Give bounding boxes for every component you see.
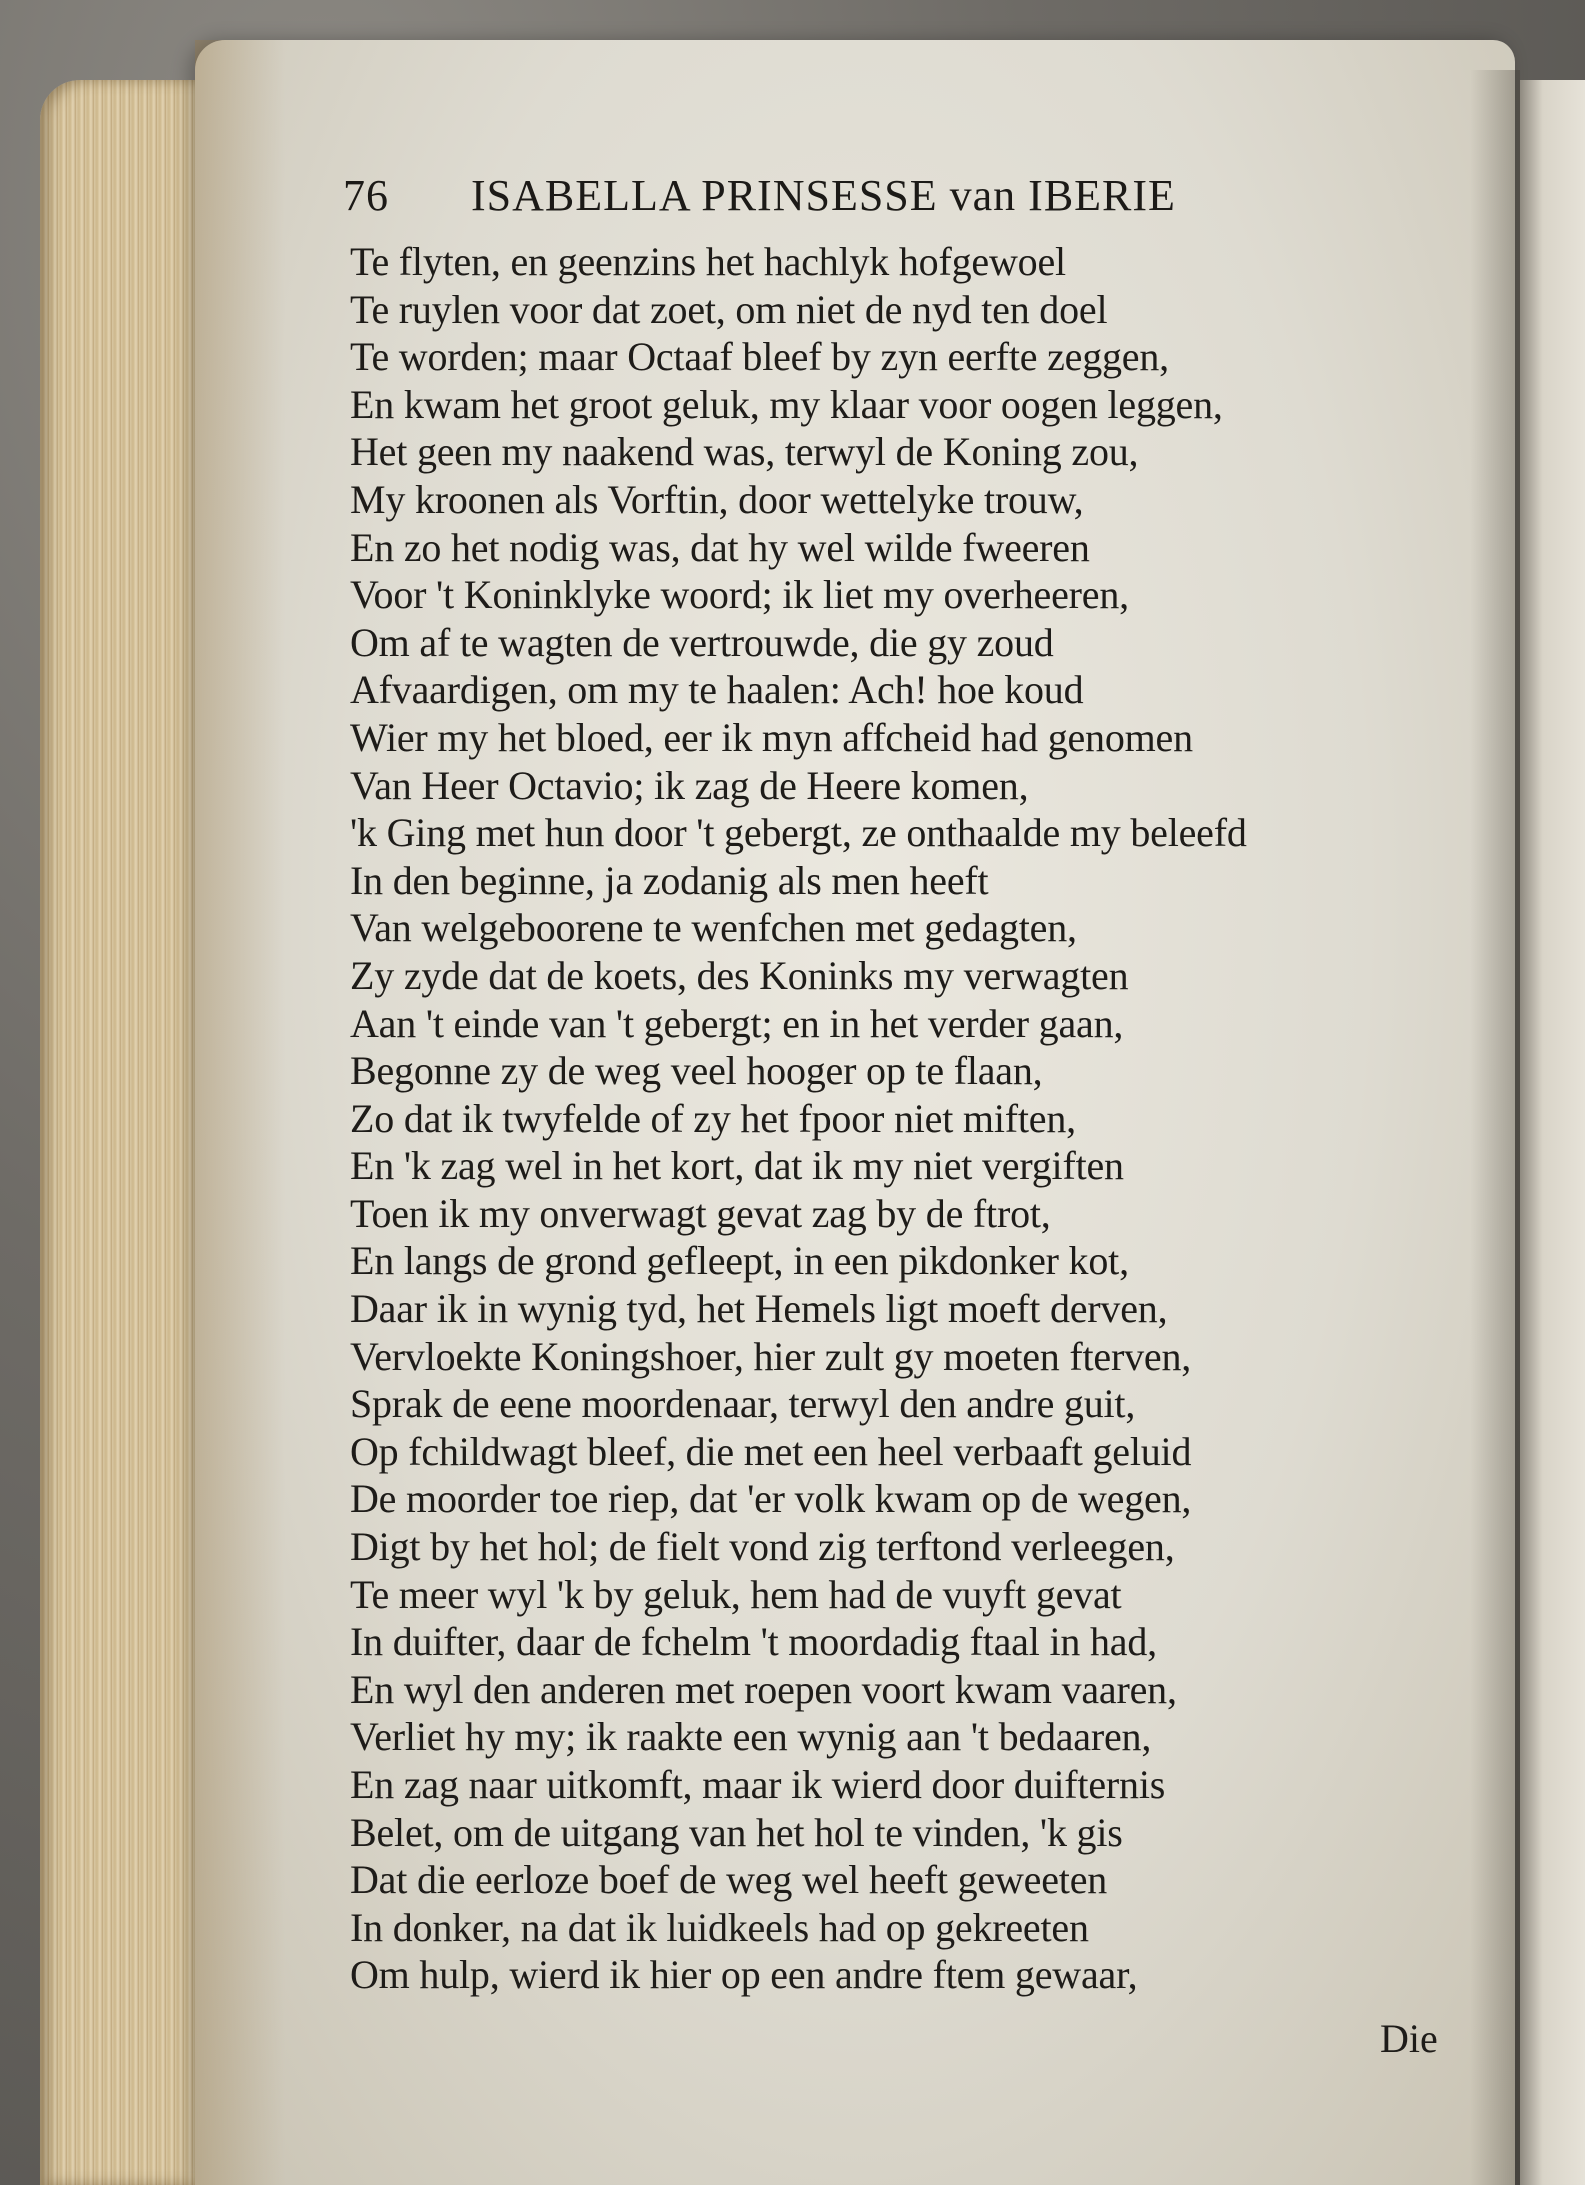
text-line: In donker, na dat ik luidkeels had op gekreeten [350, 1904, 1089, 1950]
text-line: En langs de grond gefleept, in een pikdonker kot, [350, 1238, 1129, 1284]
text-line: Digt by het hol; de fielt vond zig terftond verleegen, [350, 1524, 1175, 1570]
text-line: Aan 't einde van 't gebergt; en in het verder gaan, [350, 1000, 1124, 1046]
text-line: Het geen my naakend was, terwyl de Koning zou, [350, 429, 1139, 475]
text-line: Te flyten, en geenzins het hachlyk hofgewoel [350, 239, 1066, 284]
text-line: Dat die eerloze boef de weg wel heeft geweeten [350, 1857, 1108, 1903]
text-line: Verliet hy my; ik raakte een wynig aan 't bedaaren, [350, 1714, 1152, 1760]
text-line: En kwam het groot geluk, my klaar voor oogen leggen, [350, 381, 1223, 427]
text-line: Van welgeboorene te wenfchen met gedagten, [350, 905, 1077, 951]
text-line: In duifter, daar de fchelm 't moordadig ftaal in had, [350, 1619, 1157, 1665]
page-stain [195, 40, 285, 2185]
catchword: Die [1380, 2016, 1438, 2061]
running-head [343, 170, 1403, 230]
text-line: Om hulp, wierd ik hier op een andre ftem gewaar, [350, 1952, 1138, 1998]
facing-page-edge [1520, 80, 1585, 2185]
text-line: Van Heer Octavio; ik zag de Heere komen, [350, 762, 1029, 808]
text-line: Voor 't Koninklyke woord; ik liet my overheeren, [350, 572, 1129, 618]
text-line: Vervloekte Koningshoer, hier zult gy moeten fterven, [350, 1333, 1192, 1379]
text-line: Begonne zy de weg veel hooger op te flaan, [350, 1048, 1043, 1094]
text-line: Zy zyde dat de koets, des Koninks my verwagten [350, 952, 1129, 998]
text-line: Zo dat ik twyfelde of zy het fpoor niet miften, [350, 1095, 1076, 1141]
page-number: 76 [343, 171, 389, 220]
verse-text [350, 238, 1450, 1999]
text-line: Wier my het bloed, eer ik myn affcheid had genomen [350, 714, 1193, 760]
text-line: Afvaardigen, om my te haalen: Ach! hoe koud [350, 667, 1084, 713]
text-line: Te ruylen voor dat zoet, om niet de nyd ten doel [350, 286, 1108, 332]
text-line: Belet, om de uitgang van het hol te vinden, 'k gis [350, 1809, 1123, 1855]
text-line: En 'k zag wel in het kort, dat ik my niet vergiften [350, 1143, 1124, 1189]
text-line: Daar ik in wynig tyd, het Hemels ligt moeft derven, [350, 1286, 1168, 1332]
gutter-shadow [1470, 70, 1520, 2185]
text-line: En wyl den anderen met roepen voort kwam vaaren, [350, 1666, 1177, 1712]
text-line: Op fchildwagt bleef, die met een heel verbaaft geluid [350, 1428, 1192, 1474]
text-line: My kroonen als Vorftin, door wettelyke trouw, [350, 476, 1084, 522]
text-line: Sprak de eene moordenaar, terwyl den andre guit, [350, 1381, 1136, 1427]
text-line: En zo het nodig was, dat hy wel wilde fweeren [350, 524, 1090, 570]
text-line: De moorder toe riep, dat 'er volk kwam op de wegen, [350, 1476, 1192, 1522]
text-line: Om af te wagten de vertrouwde, die gy zoud [350, 619, 1054, 665]
text-line: Te meer wyl 'k by geluk, hem had de vuyft gevat [350, 1571, 1122, 1617]
text-line: Toen ik my onverwagt gevat zag by de ftrot, [350, 1190, 1051, 1236]
running-title: ISABELLA PRINSESSE van IBERIE [471, 171, 1176, 220]
text-line: 'k Ging met hun door 't gebergt, ze onthaalde my beleefd [350, 810, 1247, 856]
text-line: In den beginne, ja zodanig als men heeft [350, 857, 989, 903]
text-line: Te worden; maar Octaaf bleef by zyn eerfte zeggen, [350, 334, 1169, 380]
text-line: En zag naar uitkomft, maar ik wierd door duifternis [350, 1762, 1166, 1807]
